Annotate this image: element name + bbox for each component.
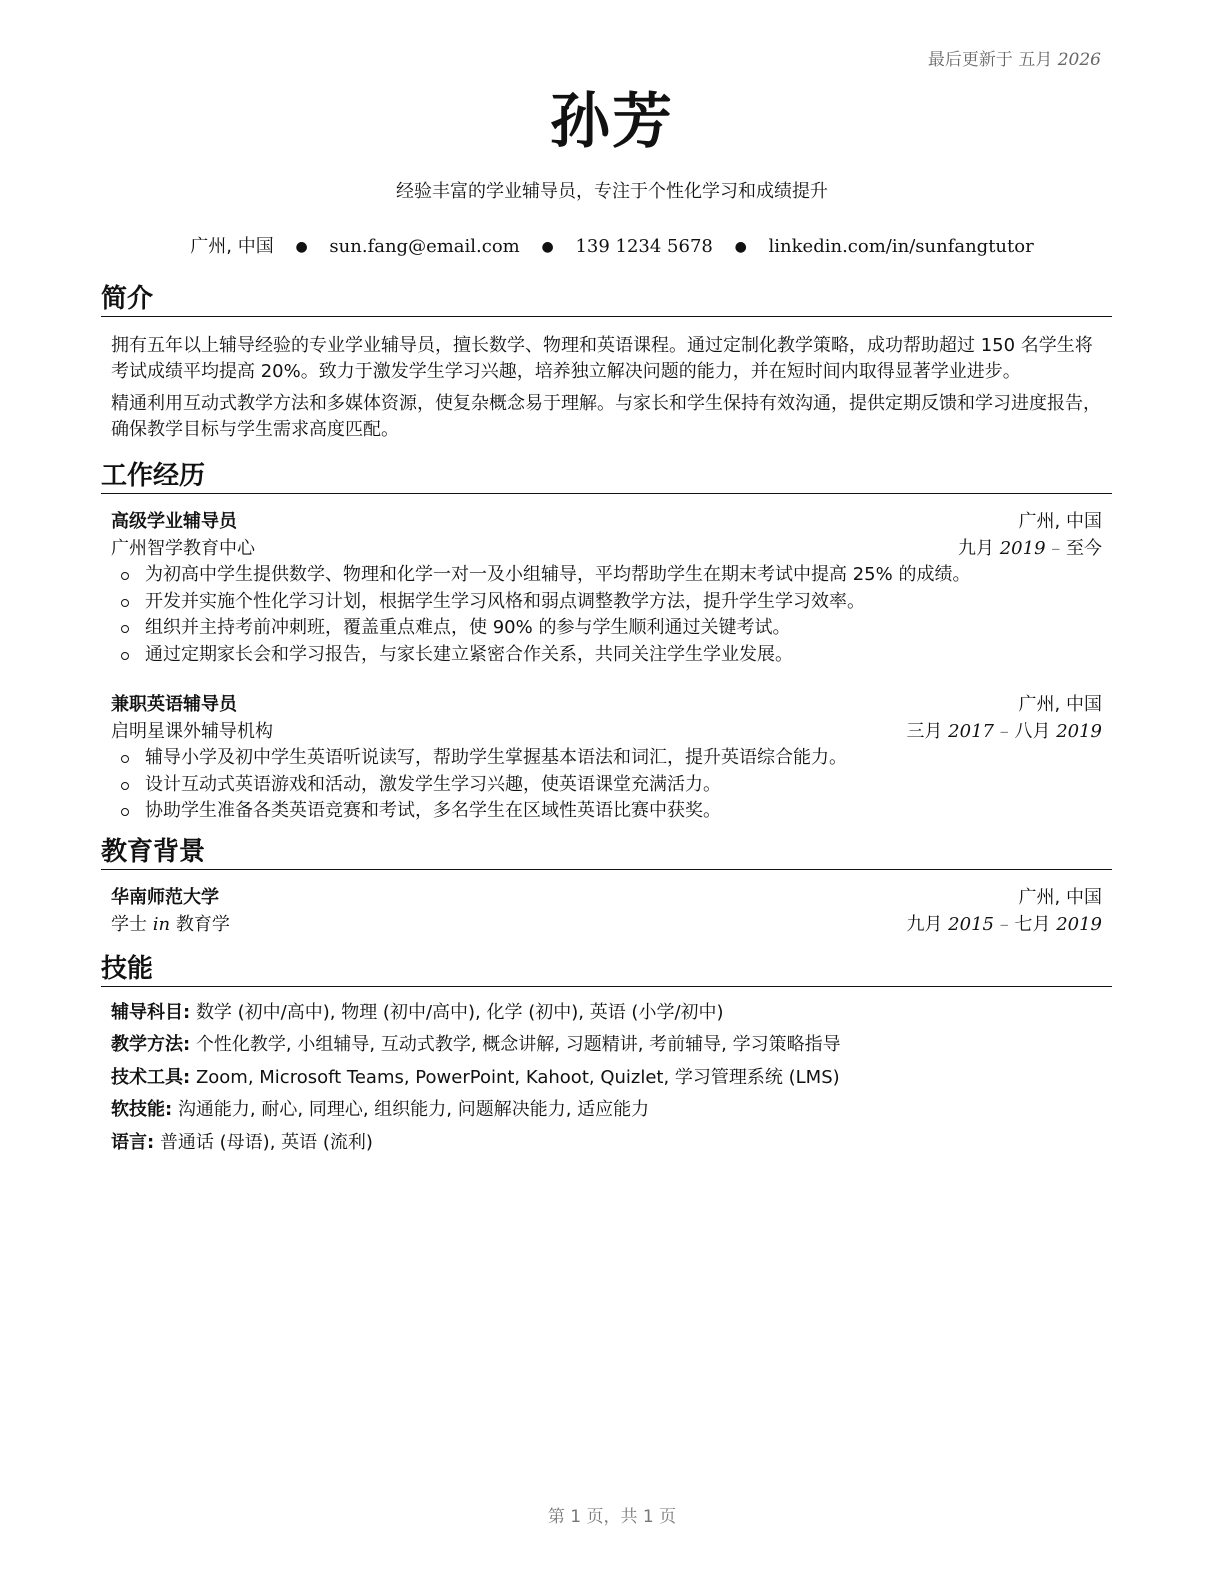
job-title: 兼职英语辅导员 bbox=[111, 694, 237, 715]
skill-line bbox=[111, 1127, 1102, 1160]
list-item: 开发并实施个性化学习计划，根据学生学习风格和弱点调整教学方法，提升学生学习效率。 bbox=[119, 589, 1102, 616]
contact-separator: ● bbox=[734, 239, 747, 255]
date-dash: – bbox=[999, 913, 1009, 935]
job-org-row bbox=[111, 718, 1102, 745]
contact-separator: ● bbox=[541, 239, 554, 255]
date-dash: – bbox=[1051, 538, 1061, 559]
last-updated-year: 2026 bbox=[1057, 50, 1101, 70]
job-end: 八月 bbox=[1014, 721, 1051, 742]
job-start-year: 2017 bbox=[948, 721, 994, 742]
last-updated bbox=[928, 45, 1101, 70]
skill-value: 个性化教学, 小组辅导, 互动式教学, 概念讲解, 习题精讲, 考前辅导, 学习策略指导 bbox=[195, 1034, 841, 1055]
skill-label: 技术工具: bbox=[111, 1066, 191, 1088]
education-start-month: 九月 bbox=[906, 913, 943, 935]
skills-body bbox=[101, 987, 1112, 1160]
job-title: 高级学业辅导员 bbox=[111, 511, 237, 532]
experience-body bbox=[101, 494, 1112, 825]
list-item: 组织并主持考前冲刺班，覆盖重点难点，使 90% 的参与学生顺利通过关键考试。 bbox=[119, 615, 1102, 642]
job-location: 广州, 中国 bbox=[1018, 694, 1102, 715]
skill-value: Zoom, Microsoft Teams, PowerPoint, Kahoot, Quizlet, 学习管理系统 (LMS) bbox=[195, 1066, 840, 1088]
education-degree: 学士 bbox=[111, 913, 147, 935]
job-org-row bbox=[111, 535, 1102, 562]
skill-line bbox=[111, 1029, 1102, 1062]
skill-label: 语言: bbox=[111, 1131, 155, 1153]
skill-label: 辅导科目: bbox=[111, 1001, 191, 1023]
job-entry bbox=[111, 691, 1102, 825]
skill-value: 沟通能力, 耐心, 同理心, 组织能力, 问题解决能力, 适应能力 bbox=[177, 1099, 650, 1120]
contact-separator: ● bbox=[295, 239, 308, 255]
job-bullets bbox=[111, 562, 1102, 668]
job-dates bbox=[958, 535, 1102, 562]
list-item: 设计互动式英语游戏和活动，激发学生学习兴趣，使英语课堂充满活力。 bbox=[119, 772, 1102, 799]
education-in: in bbox=[152, 913, 171, 935]
section-title-summary: 简介 bbox=[101, 282, 1112, 317]
job-dates bbox=[906, 718, 1102, 745]
education-school: 华南师范大学 bbox=[111, 886, 219, 908]
education-start-year: 2015 bbox=[948, 913, 994, 935]
summary-paragraph: 拥有五年以上辅导经验的专业学业辅导员，擅长数学、物理和英语课程。通过定制化教学策略，成功帮助超过 150 名学生将考试成绩平均提高 20%。致力于激发学生学习兴趣，培养独立解决问题的能力，并在短时间内取得显著学业进步。 bbox=[111, 335, 1093, 382]
summary-body bbox=[101, 317, 1112, 443]
job-bullets bbox=[111, 745, 1102, 825]
skill-value: 普通话 (母语), 英语 (流利) bbox=[159, 1131, 373, 1153]
job-header-row bbox=[111, 508, 1102, 535]
list-item: 辅导小学及初中学生英语听说读写，帮助学生掌握基本语法和词汇，提升英语综合能力。 bbox=[119, 745, 1102, 772]
last-updated-label: 最后更新于 bbox=[927, 50, 1013, 70]
job-start-month: 九月 bbox=[957, 538, 994, 559]
education-location: 广州, 中国 bbox=[1018, 886, 1102, 908]
job-entry bbox=[111, 508, 1102, 668]
job-org: 启明星课外辅导机构 bbox=[111, 721, 273, 742]
skill-label: 软技能: bbox=[111, 1099, 173, 1120]
last-updated-month: 五月 bbox=[1018, 50, 1053, 70]
skill-label: 教学方法: bbox=[111, 1034, 191, 1055]
page-number-footer: 第 1 页，共 1 页 bbox=[547, 1507, 677, 1527]
contact-phone: 139 1234 5678 bbox=[575, 236, 713, 257]
contact-email[interactable]: sun.fang@email.com bbox=[329, 236, 520, 257]
job-org: 广州智学教育中心 bbox=[111, 538, 255, 559]
education-body bbox=[101, 870, 1112, 938]
section-title-skills: 技能 bbox=[101, 952, 1112, 987]
contact-linkedin[interactable]: linkedin.com/in/sunfangtutor bbox=[768, 236, 1034, 257]
skill-line bbox=[111, 1094, 1102, 1127]
date-dash: – bbox=[999, 721, 1009, 742]
job-start-month: 三月 bbox=[906, 721, 943, 742]
job-header-row bbox=[111, 691, 1102, 718]
education-major: 教育学 bbox=[175, 913, 230, 935]
section-title-education: 教育背景 bbox=[101, 835, 1112, 870]
resume-content bbox=[101, 282, 1112, 1159]
list-item: 通过定期家长会和学习报告，与家长建立紧密合作关系，共同关注学生学业发展。 bbox=[119, 642, 1102, 669]
education-end-month: 七月 bbox=[1014, 913, 1051, 935]
section-title-experience: 工作经历 bbox=[101, 459, 1112, 494]
education-header-row bbox=[111, 884, 1102, 911]
contact-line bbox=[0, 232, 1224, 258]
skill-value: 数学 (初中/高中), 物理 (初中/高中), 化学 (初中), 英语 (小学/初中) bbox=[195, 1001, 724, 1023]
education-degree-row bbox=[111, 911, 1102, 938]
job-location: 广州, 中国 bbox=[1018, 511, 1102, 532]
list-item: 为初高中学生提供数学、物理和化学一对一及小组辅导，平均帮助学生在期末考试中提高 25% 的成绩。 bbox=[119, 562, 1102, 589]
education-dates bbox=[906, 911, 1102, 938]
job-start-year: 2019 bbox=[999, 538, 1046, 559]
education-degree-line bbox=[111, 911, 230, 938]
list-item: 协助学生准备各类英语竞赛和考试，多名学生在区域性英语比赛中获奖。 bbox=[119, 798, 1102, 825]
resume-name: 孙芳 bbox=[550, 87, 674, 157]
resume-tagline: 经验丰富的学业辅导员，专注于个性化学习和成绩提升 bbox=[396, 181, 828, 202]
job-end: 至今 bbox=[1066, 538, 1102, 559]
education-end-year: 2019 bbox=[1056, 913, 1102, 935]
job-end-year: 2019 bbox=[1056, 721, 1102, 742]
summary-paragraph: 精通利用互动式教学方法和多媒体资源，使复杂概念易于理解。与家长和学生保持有效沟通，提供定期反馈和学习进度报告，确保教学目标与学生需求高度匹配。 bbox=[111, 393, 1101, 440]
skill-line bbox=[111, 997, 1102, 1030]
contact-location: 广州, 中国 bbox=[190, 236, 274, 257]
skill-line bbox=[111, 1062, 1102, 1095]
